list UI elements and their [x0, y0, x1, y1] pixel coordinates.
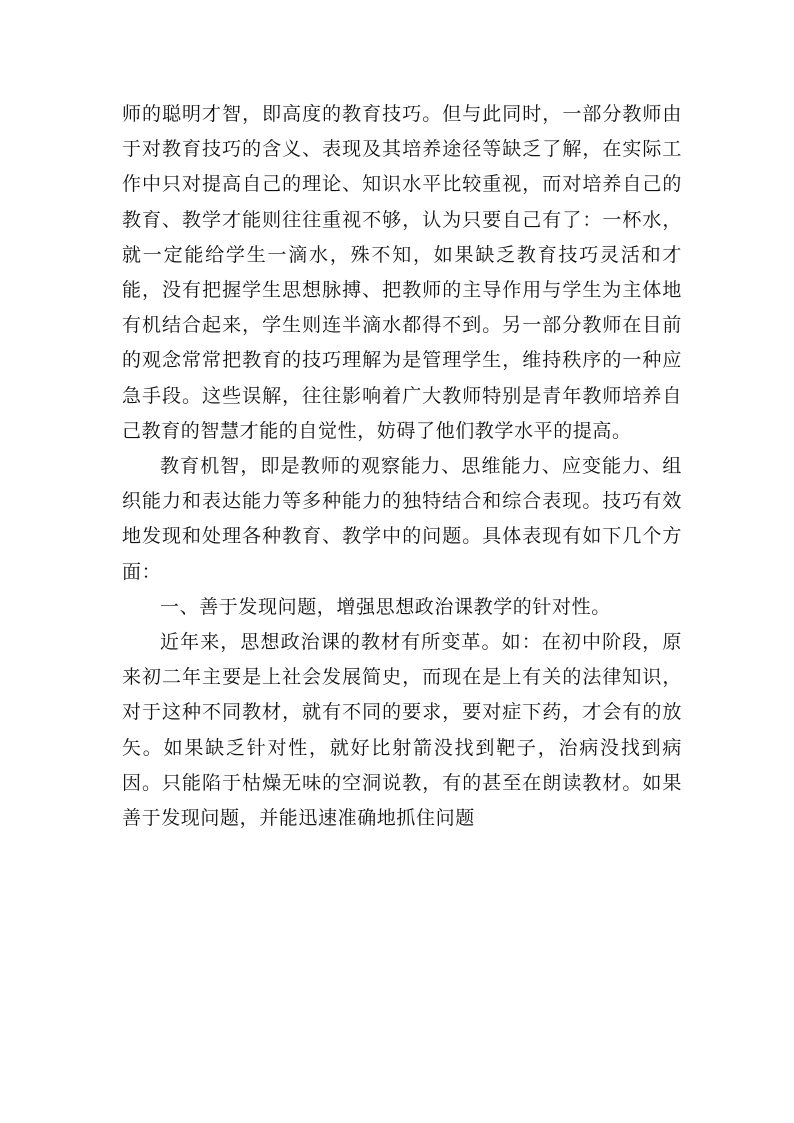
- section-heading-1: 一、善于发现问题，增强思想政治课教学的针对性。: [160, 595, 611, 618]
- paragraph-2: 教育机智，即是教师的观察能力、思维能力、应变能力、组织能力和表达能力等多种能力的独特结合和综合表现。技巧有效地发现和处理各种教育、教学中的问题。具体表现有如下几个方面：: [122, 455, 682, 583]
- document-body: [122, 97, 682, 836]
- paragraph-3: 近年来，思想政治课的教材有所变革。如：在初中阶段，原来初二年主要是上社会发展简史，而现在是上有关的法律知识，对于这种不同教材，就有不同的要求，要对症下药，才会有的放矢。如果缺乏针对性，就好比射箭没找到靶子，治病没找到病因。只能陷于枯燥无味的空洞说教，有的甚至在朗读教材。如果善于发现问题，并能迅速准确地抓住问题: [122, 631, 682, 830]
- paragraph-1: 师的聪明才智，即高度的教育技巧。但与此同时，一部分教师由于对教育技巧的含义、表现及其培养途径等缺乏了解，在实际工作中只对提高自己的理论、知识水平比较重视，而对培养自己的教育、教学才能则往往重视不够，认为只要自己有了：一杯水，就一定能给学生一滴水，殊不知，如果缺乏教育技巧灵活和才能，没有把握学生思想脉搏、把教师的主导作用与学生为主体地有机结合起来，学生则连半滴水都得不到。另一部分教师在目前的观念常常把教育的技巧理解为是管理学生，维持秩序的一种应急手段。这些误解，往往影响着广大教师特别是青年教师培养自己教育的智慧才能的自觉性，妨碍了他们教学水平的提高。: [122, 103, 682, 442]
